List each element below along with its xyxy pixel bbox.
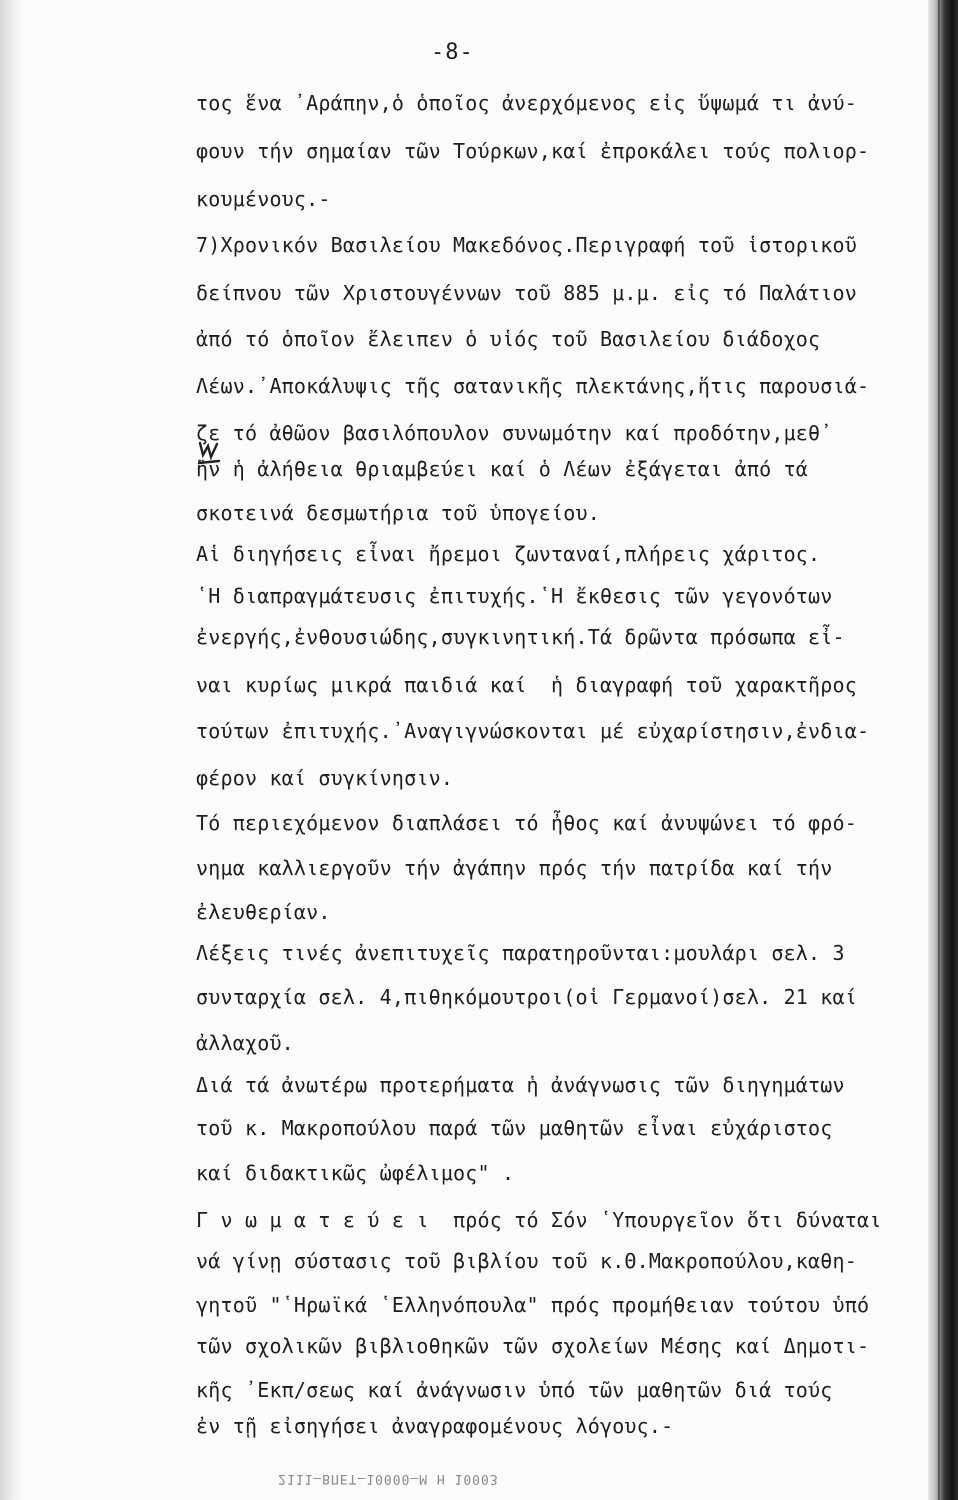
text-line: Λέων.᾿Αποκάλυψις τῆς σατανικῆς πλεκτάνης,ἥτις παρουσιά-: [196, 374, 870, 398]
text-line: νημα καλλιεργοῦν τήν ἀγάπην πρός τήν πατρίδα καί τήν: [196, 856, 833, 880]
text-line: ῾Η διαπραγμάτευσις ἐπιτυχής.῾Η ἔκθεσις τῶν γεγονότων: [196, 584, 833, 608]
text-line: ἐν τῇ εἰσηγήσει ἀναγραφομένους λόγους.-: [196, 1414, 674, 1438]
binding-line: [938, 0, 940, 1500]
text-line: κουμένους.-: [196, 187, 331, 211]
scan-shadow-left: [0, 0, 22, 1500]
text-line: ἀλλαχοῦ.: [196, 1031, 294, 1055]
text-line: τούτων ἐπιτυχής.᾿Αναγιγνώσκονται μέ εὐχαρίστησιν,ἐνδια-: [196, 719, 870, 743]
text-line: δείπνου τῶν Χριστουγέννων τοῦ 885 μ.μ. εἰς τό Παλάτιον: [196, 281, 858, 305]
text-line: ἣν ἡ ἀλήθεια θριαμβεύει καί ὁ Λέων ἐξάγεται ἀπό τά: [196, 457, 809, 481]
text-line: νά γίνῃ σύστασις τοῦ βιβλίου τοῦ κ.Θ.Μακροπούλου,καθη-: [196, 1249, 858, 1273]
printer-stamp: 2111—ΒΠΕΤ—10000—Μ Η 10003: [278, 1471, 499, 1486]
text-line: τοῦ κ. Μακροπούλου παρά τῶν μαθητῶν εἶναι εὐχάριστος: [196, 1116, 833, 1140]
text-line: ναι κυρίως μικρά παιδιά καί ἡ διαγραφή τοῦ χαρακτῆρος: [196, 673, 858, 697]
text-line: καί διδακτικῶς ὠφέλιμος" .: [196, 1161, 515, 1185]
text-line: 7)Χρονικόν Βασιλείου Μακεδόνος.Περιγραφή τοῦ ἱστορικοῦ: [196, 233, 858, 257]
text-line: τῶν σχολικῶν βιβλιοθηκῶν τῶν σχολείων Μέσης καί Δημοτι-: [196, 1334, 870, 1358]
handwritten-mark-icon: [197, 441, 223, 471]
binding-strip: [928, 0, 958, 1500]
text-line: κῆς ᾿Εκπ/σεως καί ἀνάγνωσιν ὑπό τῶν μαθητῶν διά τούς: [196, 1378, 833, 1402]
text-line: συνταρχία σελ. 4,πιθηκόμουτροι(οἱ Γερμανοί)σελ. 21 καί: [196, 985, 858, 1009]
text-line: τος ἕνα ᾿Αράπην,ὁ ὁποῖος ἀνερχόμενος εἰς ὕψωμά τι ἀνύ-: [196, 91, 858, 115]
text-line: ζε τό ἀθῶον βασιλόπουλον συνωμότην καί προδότην,μεθ᾿: [196, 421, 833, 445]
text-line: Αἱ διηγήσεις εἶναι ἤρεμοι ζωνταναί,πλήρεις χάριτος.: [196, 542, 821, 566]
text-line: ἐλευθερίαν.: [196, 900, 331, 924]
text-line: φέρον καί συγκίνησιν.: [196, 766, 454, 790]
text-line: φουν τήν σημαίαν τῶν Τούρκων,καί ἐπροκάλει τούς πολιορ-: [196, 139, 870, 163]
text-line: ἐνεργής,ἐνθουσιώδης,συγκινητική.Τά δρῶντα πρόσωπα εἶ-: [196, 625, 845, 649]
text-line: Λέξεις τινές ἀνεπιτυχεῖς παρατηροῦνται:μουλάρι σελ. 3: [196, 941, 845, 965]
text-line: Τό περιεχόμενον διαπλάσει τό ἦθος καί ἀνυψώνει τό φρό-: [196, 811, 858, 835]
text-line: γητοῦ "῾Ηρωϊκά ῾Ελληνόπουλα" πρός προμήθειαν τούτου ὑπό: [196, 1293, 870, 1317]
text-line: Διά τά ἀνωτέρω προτερήματα ἡ ἀνάγνωσις τῶν διηγημάτων: [196, 1073, 845, 1097]
text-line: Γ ν ω μ α τ ε ύ ε ι πρός τό Σόν ῾Υπουργεῖον ὅτι δύναται: [196, 1208, 882, 1232]
text-line: ἀπό τό ὁποῖον ἔλειπεν ὁ υἱός τοῦ Βασιλείου διάδοχος: [196, 327, 821, 351]
page-number: -8-: [431, 40, 474, 65]
text-line: σκοτεινά δεσμωτήρια τοῦ ὑπογείου.: [196, 501, 600, 525]
